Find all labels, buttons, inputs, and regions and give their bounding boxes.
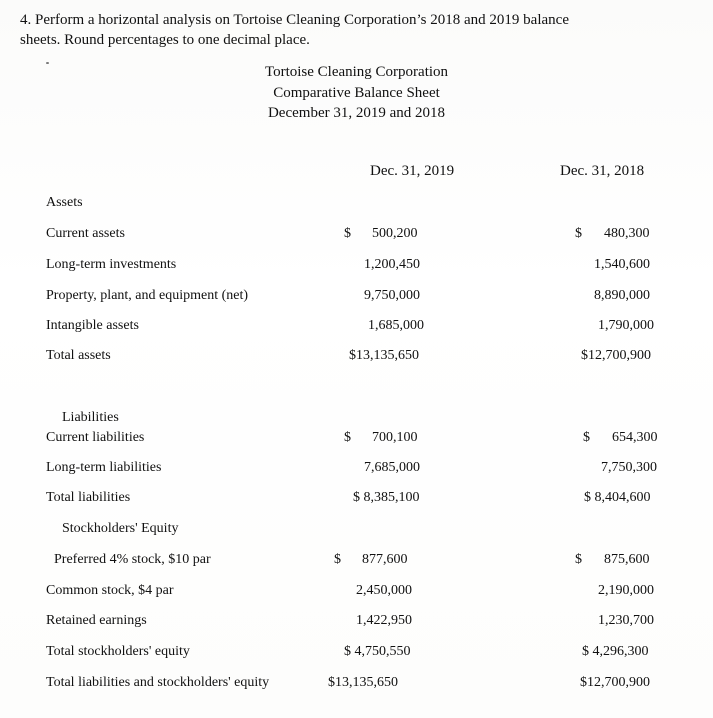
value-common-stock-2018: 2,190,000 (598, 583, 654, 598)
value-retained-earnings-2018: 1,230,700 (598, 613, 654, 628)
value-long-term-investments-2019: 1,200,450 (364, 257, 420, 272)
row-label-current-assets: Current assets (46, 226, 125, 241)
value-long-term-investments-2018: 1,540,600 (594, 257, 650, 272)
value-preferred-stock-2019: 877,600 (362, 552, 408, 567)
question-line-1: 4. Perform a horizontal analysis on Tortoise Cleaning Corporation’s 2018 and 2019 balance (20, 12, 569, 28)
dollar-sign-2018: $ (575, 226, 582, 241)
row-label-total-liabilities-and-equity: Total liabilities and stockholders' equity (46, 675, 270, 690)
value-total-liabilities-and-equity-2018: $12,700,900 (580, 675, 650, 690)
row-label-current-liabilities: Current liabilities (46, 430, 145, 445)
value-ppe-2019: 9,750,000 (364, 288, 420, 303)
row-label-long-term-investments: Long-term investments (46, 257, 177, 272)
statement-dates: December 31, 2019 and 2018 (267, 105, 446, 121)
section-assets: Assets (46, 195, 83, 210)
row-label-retained-earnings: Retained earnings (46, 613, 147, 628)
row-label-ppe: Property, plant, and equipment (net) (46, 288, 249, 303)
value-long-term-liabilities-2018: 7,750,300 (601, 460, 657, 475)
row-label-common-stock: Common stock, $4 par (46, 583, 174, 598)
statement-title: Comparative Balance Sheet (273, 85, 440, 101)
value-total-liabilities-2019: $ 8,385,100 (353, 490, 420, 505)
value-current-assets-2018: 480,300 (604, 226, 650, 241)
value-retained-earnings-2019: 1,422,950 (356, 613, 412, 628)
dollar-sign-2018: $ (575, 552, 582, 567)
value-total-equity-2019: $ 4,750,550 (344, 644, 411, 659)
value-total-liabilities-2018: $ 8,404,600 (584, 490, 651, 505)
value-total-assets-2018: $12,700,900 (581, 348, 651, 363)
value-total-liabilities-and-equity-2019: $13,135,650 (328, 675, 398, 690)
value-intangible-assets-2018: 1,790,000 (598, 318, 654, 333)
column-header-2019: Dec. 31, 2019 (370, 163, 455, 179)
column-header-2018: Dec. 31, 2018 (560, 163, 645, 179)
question-text (20, 10, 680, 50)
dollar-sign-2019: $ (334, 552, 341, 567)
row-label-preferred-stock: Preferred 4% stock, $10 par (54, 552, 211, 567)
section-liabilities: Liabilities (62, 410, 119, 425)
company-name: Tortoise Cleaning Corporation (264, 64, 449, 80)
value-ppe-2018: 8,890,000 (594, 288, 650, 303)
dollar-sign-2019: $ (344, 226, 351, 241)
value-current-assets-2019: 500,200 (372, 226, 418, 241)
row-label-total-assets: Total assets (46, 348, 111, 363)
row-label-intangible-assets: Intangible assets (46, 318, 139, 333)
value-common-stock-2019: 2,450,000 (356, 583, 412, 598)
value-long-term-liabilities-2019: 7,685,000 (364, 460, 420, 475)
dollar-sign-2019: $ (344, 430, 351, 445)
value-current-liabilities-2018: 654,300 (612, 430, 658, 445)
dollar-sign-2018: $ (583, 430, 590, 445)
value-preferred-stock-2018: 875,600 (604, 552, 650, 567)
section-stockholders-equity: Stockholders' Equity (62, 521, 179, 536)
row-label-total-equity: Total stockholders' equity (46, 644, 190, 659)
value-total-assets-2019: $13,135,650 (349, 348, 419, 363)
question-line-2: sheets. Round percentages to one decimal place. (20, 32, 310, 48)
row-label-total-liabilities: Total liabilities (46, 490, 131, 505)
value-current-liabilities-2019: 700,100 (372, 430, 418, 445)
row-label-long-term-liabilities: Long-term liabilities (46, 460, 162, 475)
value-intangible-assets-2019: 1,685,000 (368, 318, 424, 333)
value-total-equity-2018: $ 4,296,300 (582, 644, 649, 659)
